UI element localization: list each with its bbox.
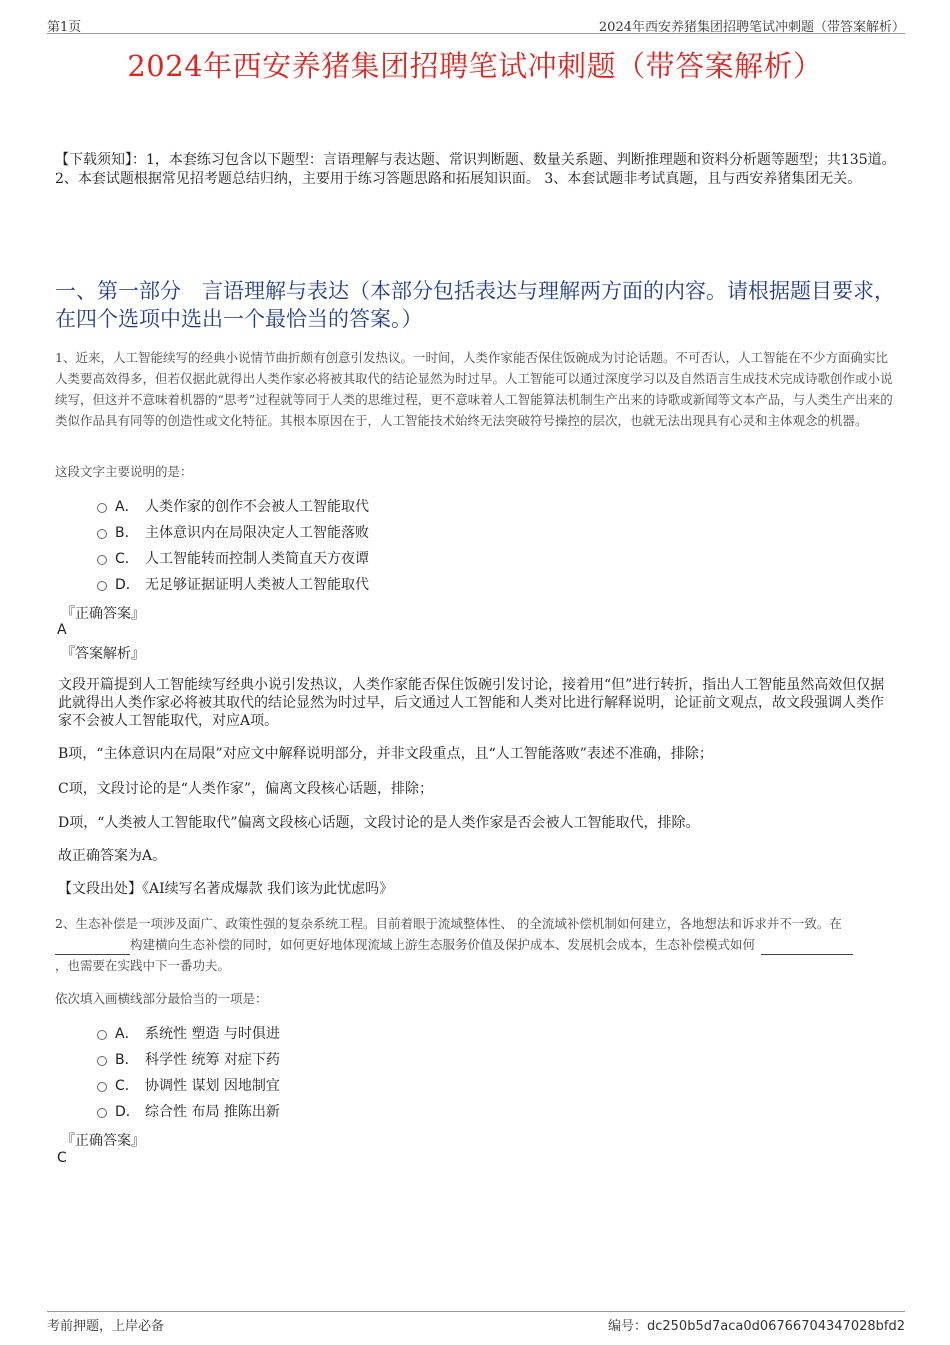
question-1-prompt: 这段文字主要说明的是： [55, 464, 193, 479]
option-c[interactable]: C． 人工智能转而控制人类简直天方夜谭 [97, 546, 797, 572]
option-d[interactable]: D． 综合性 布局 推陈出新 [97, 1099, 797, 1125]
analysis-paragraph: C项，文段讨论的是“人类作家”，偏离文段核心话题，排除； [58, 781, 434, 797]
footer-slogan: 考前押题，上岸必备 [47, 1319, 165, 1334]
question-1-options [97, 494, 797, 598]
section-heading: 一、第一部分 言语理解与表达（本部分包括表达与理解两方面的内容。请根据题目要求，在四个选项中选出一个最恰当的答案。） [55, 279, 895, 331]
radio-icon[interactable] [97, 1108, 107, 1118]
radio-icon[interactable] [97, 529, 107, 539]
document-title: 2024年西安养猪集团招聘笔试冲刺题（带答案解析） [127, 49, 823, 83]
source-citation: 【文段出处】《AI续写名著成爆款 我们该为此忧虑吗》 [58, 881, 394, 897]
question-2-prompt: 依次填入画横线部分最恰当的一项是： [55, 991, 268, 1006]
radio-icon[interactable] [97, 581, 107, 591]
radio-icon[interactable] [97, 1030, 107, 1040]
radio-icon[interactable] [97, 555, 107, 565]
page-header [47, 14, 905, 34]
blank-line [761, 940, 853, 955]
option-b[interactable]: B． 科学性 统筹 对症下药 [97, 1047, 797, 1073]
page-number: 第1页 [47, 20, 82, 35]
option-b[interactable]: B． 主体意识内在局限决定人工智能落败 [97, 520, 797, 546]
footer-code: 编号：dc250b5d7aca0d06766704347028bfd2 [607, 1319, 905, 1334]
analysis-label: 『答案解析』 [61, 646, 145, 662]
option-a[interactable]: A． 人类作家的创作不会被人工智能取代 [97, 494, 797, 520]
page-footer [47, 1311, 905, 1334]
option-d[interactable]: D． 无足够证据证明人类被人工智能取代 [97, 572, 797, 598]
option-c[interactable]: C． 协调性 谋划 因地制宜 [97, 1073, 797, 1099]
answer-label: 『正确答案』 [61, 606, 145, 622]
question-2-stem: 2、生态补偿是一项涉及面广、政策性强的复杂系统工程。目前着眼于流域整体性、 的全流域补偿机制如何建立，各地想法和诉求并不一致。在 构建横向生态补偿的同时，如何更好地体现流域上游生态服务价值及保护成本、发展机会成本，生态补偿模式如何 ，也需要在实践中下一番功夫。 [55, 913, 897, 976]
analysis-paragraph: B项，“主体意识内在局限”对应文中解释说明部分，并非文段重点，且“人工智能落败”表述不准确，排除； [58, 746, 713, 762]
question-1-stem: 1、近来，人工智能续写的经典小说情节曲折颇有创意引发热议。一时间，人类作家能否保住饭碗成为讨论话题。不可否认，人工智能在不少方面确实比人类要高效得多，但若仅据此就得出人类作家必将被其取代的结论显然为时过早。人工智能可以通过深度学习以及自然语言生成技术完成诗歌创作或小说续写，但这并不意味着机器的“思考”过程就等同于人类的思维过程，更不意味着人工智能算法机制生产出来的诗歌或新闻等文本产品，与人类生产出来的类似作品具有同等的创造性或文化特征。其根本原因在于，人工智能技术始终无法突破符号操控的层次，也就无法出现具有心灵和主体观念的机器。 [55, 350, 893, 428]
analysis-paragraph: 文段开篇提到人工智能续写经典小说引发热议，人类作家能否保住饭碗引发讨论，接着用“但”进行转折，指出人工智能虽然高效但仅据此就得出人类作家必将被其取代的结论显然为时过早，后文通过人工智能和人类对比进行解释说明，论证前文观点，故文段强调人类作家不会被人工智能取代，对应A项。 [58, 677, 885, 729]
analysis-conclusion: 故正确答案为A。 [58, 848, 167, 864]
radio-icon[interactable] [97, 1082, 107, 1092]
radio-icon[interactable] [97, 503, 107, 513]
blank-line [55, 940, 130, 955]
radio-icon[interactable] [97, 1056, 107, 1066]
option-a[interactable]: A． 系统性 塑造 与时俱进 [97, 1021, 797, 1047]
analysis-paragraph: D项，“人类被人工智能取代”偏离文段核心话题，文段讨论的是人类作家是否会被人工智能取代，排除。 [58, 815, 700, 831]
download-notice: 【下载须知】：1，本套练习包含以下题型：言语理解与表达题、常识判断题、数量关系题、判断推理题和资料分析题等题型；共135道。 2、本套试题根据常见招考题总结归纳，主要用于练习答题思路和拓展知识面。 3、本套试题非考试真题，且与西安养猪集团无关。 [55, 152, 896, 187]
answer-value: A [57, 622, 67, 638]
answer-value: C [57, 1150, 67, 1166]
answer-label: 『正确答案』 [61, 1133, 145, 1149]
header-doc-title: 2024年西安养猪集团招聘笔试冲刺题（带答案解析） [598, 20, 905, 35]
question-2-options [97, 1021, 797, 1125]
